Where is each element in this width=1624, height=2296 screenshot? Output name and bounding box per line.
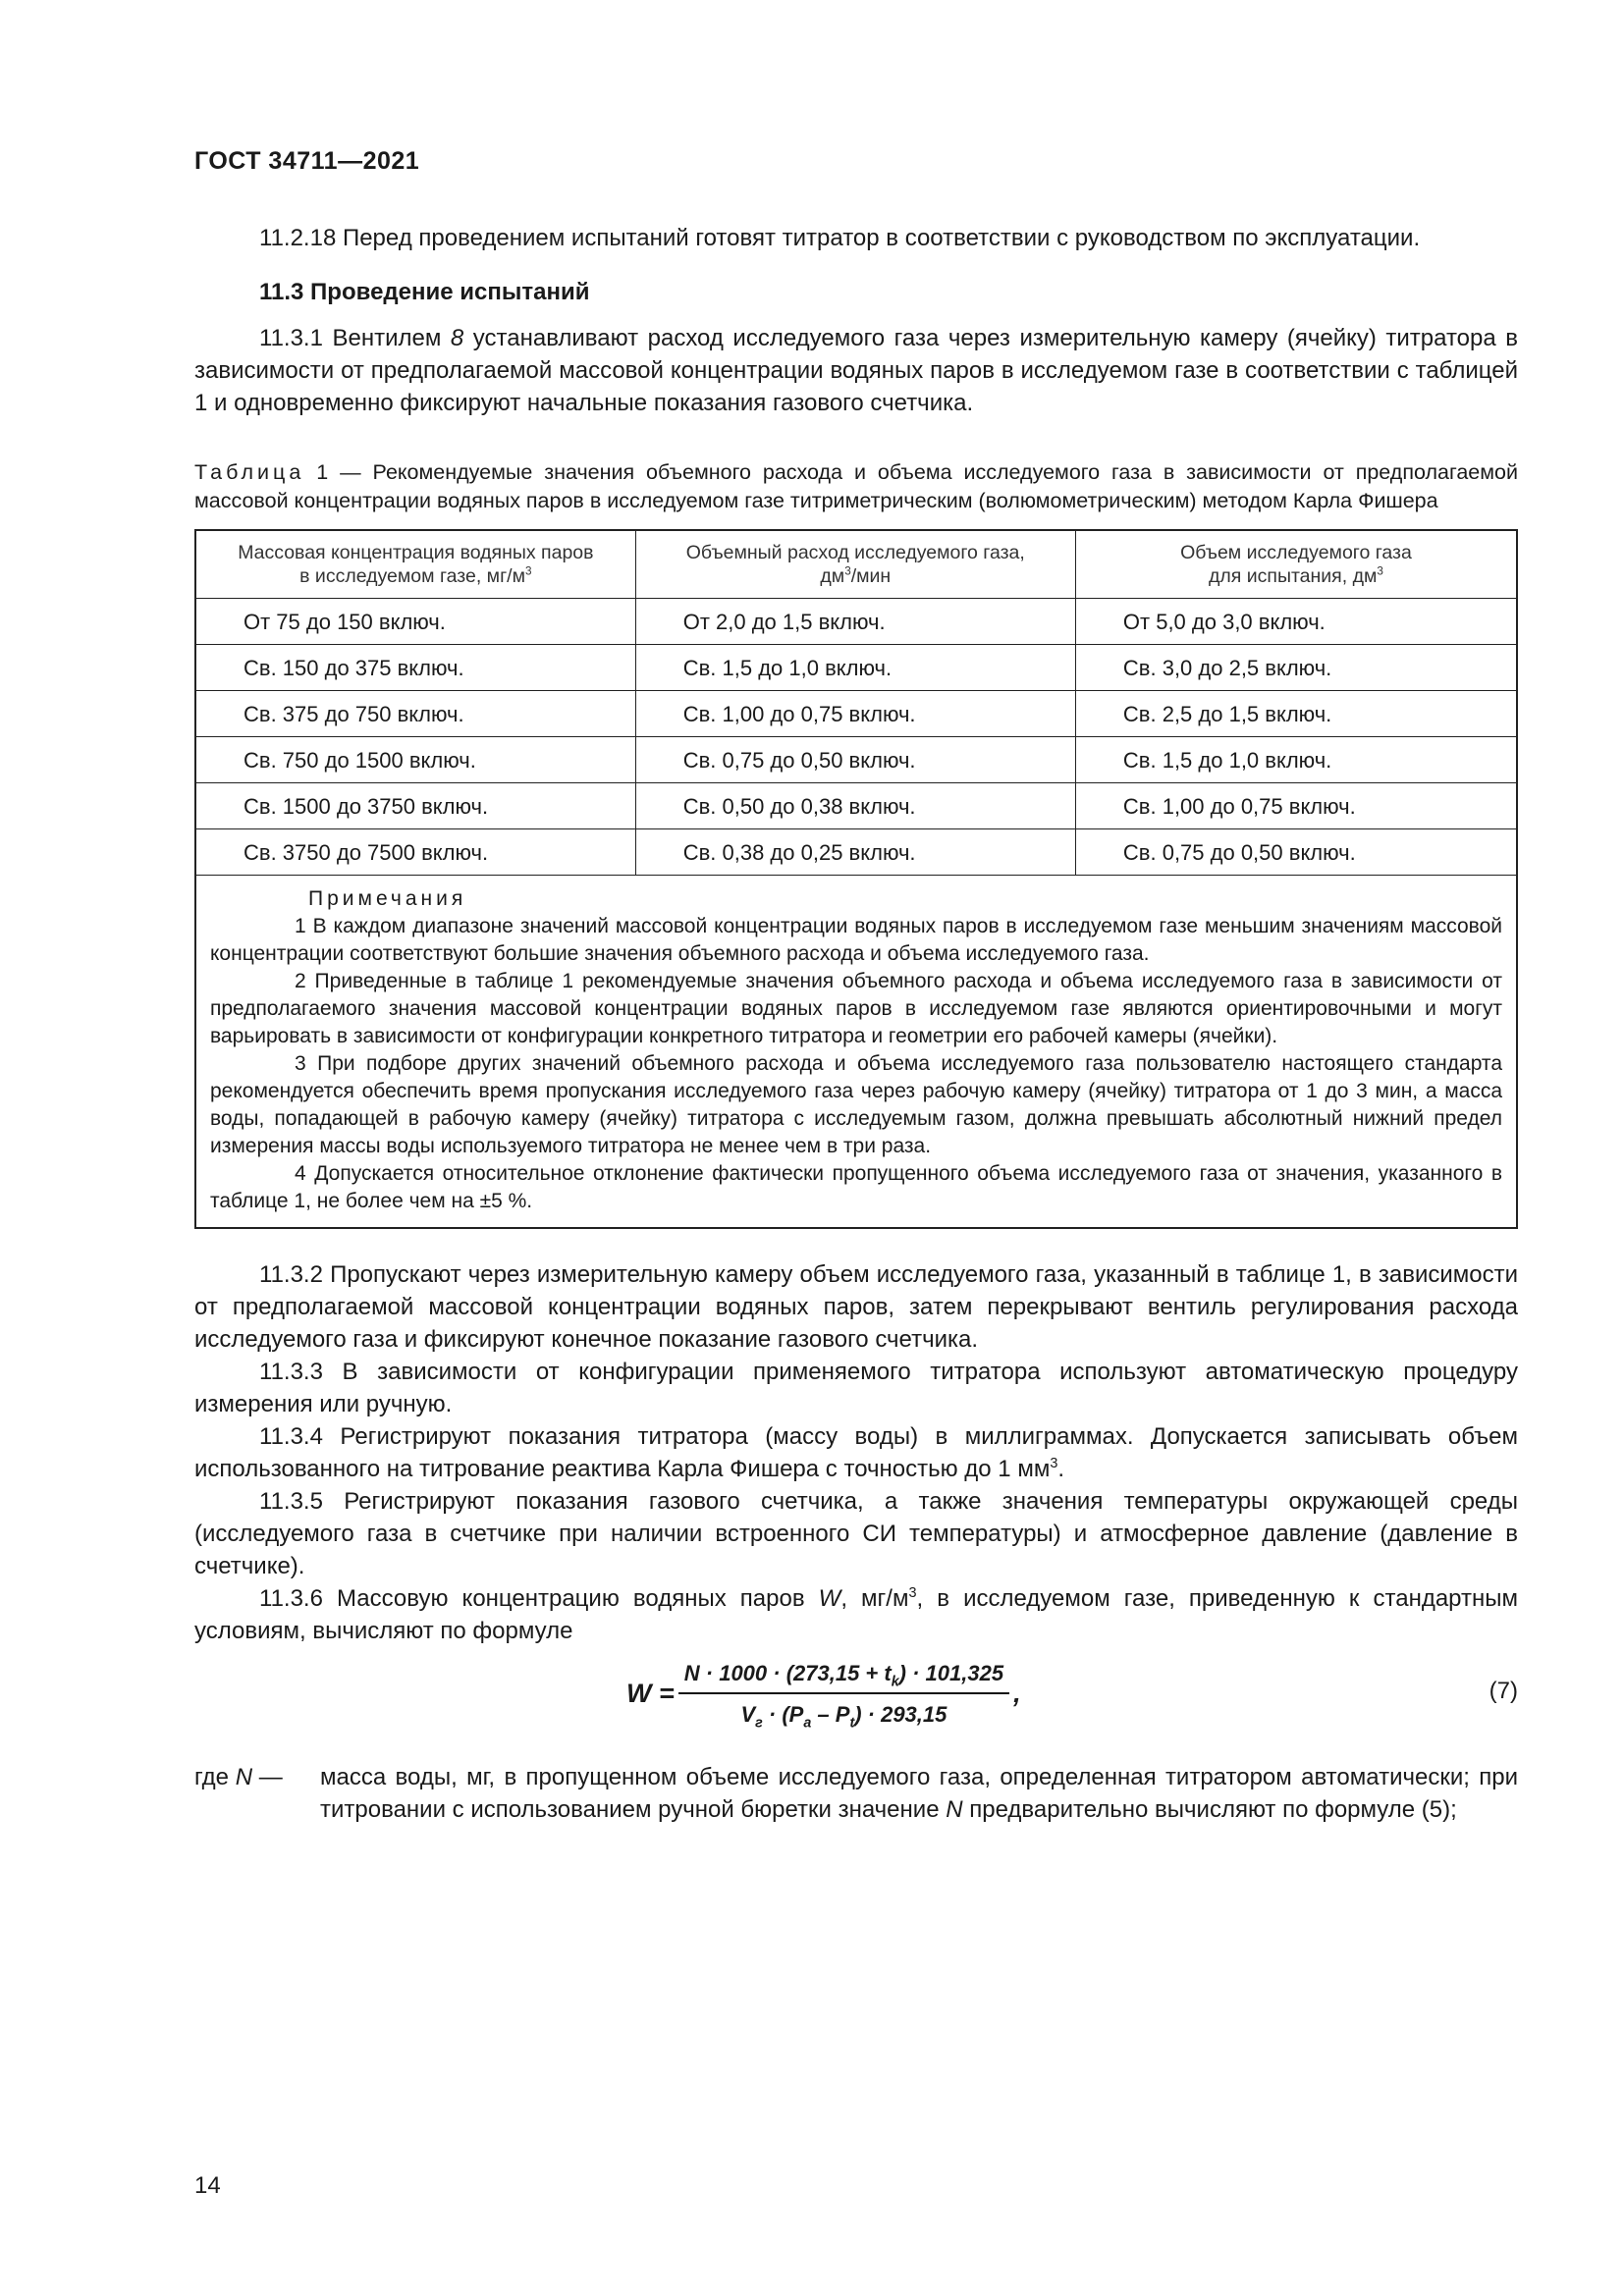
formula-7 <box>194 1657 1518 1739</box>
paragraph-11-3-4: 11.3.4 Регистрируют показания титратора (массу воды) в миллиграммах. Допускается записывать объем использованного на титрование реактива Карла Фишера с точностью до 1 $мм^3$. <box>194 1423 1518 1482</box>
table-row: Св. 375 до 750 включ. Св. 1,00 до 0,75 включ. Св. 2,5 до 1,5 включ. <box>195 691 1517 737</box>
formula-number: (7) <box>1489 1678 1518 1704</box>
paragraph-11-2-18: 11.2.18 Перед проведением испытаний готовят титратор в соответствии с руководством по эксплуатации. <box>259 225 1421 251</box>
table-notes <box>195 876 1517 1229</box>
notes-title: Примечания <box>308 887 467 910</box>
where-definition: масса воды, мг, в пропущенном объеме исследуемого газа, определенная титратором автоматически; при титровании с использованием ручной бюретки значение N предварительно вычисляют по формуле (5); <box>320 1764 1518 1823</box>
recommended-values-table <box>194 529 1518 1229</box>
header-gas-volume: Объем исследуемого газа для испытания, $дм^3$ <box>1075 530 1517 599</box>
note-item: 1 В каждом диапазоне значений массовой концентрации водяных паров в исследуемом газе меньшим значениям массовой концентрации соответствуют большие значения объемного расхода и объема исследуемого газа. <box>210 915 1502 965</box>
document-code-header: ГОСТ 34711—2021 <box>194 147 420 175</box>
paragraph-11-3-1: 11.3.1 Вентилем 8 устанавливают расход исследуемого газа через измерительную камеру (ячейку) титратора в зависимости от предполагаемой массовой концентрации водяных паров в исследуемом газе в соответствии с таблицей 1 и одновременно фиксируют начальные показания газового счетчика. <box>194 325 1519 416</box>
formula-numerator: $N \cdot 1000 \cdot (273,15 + t_k) \cdot 101,325$ <box>678 1657 1009 1694</box>
note-item: 4 Допускается относительное отклонение фактически пропущенного объема исследуемого газа от значения, указанного в таблице 1, не более чем на ±5 %. <box>210 1162 1502 1212</box>
where-clause <box>194 1761 1518 1826</box>
table-row: Св. 3750 до 7500 включ. Св. 0,38 до 0,25 включ. Св. 0,75 до 0,50 включ. <box>195 829 1517 876</box>
header-mass-concentration: Массовая концентрация водяных паров в исследуемом газе, $мг/м^3$ <box>195 530 635 599</box>
paragraph-11-3-5: 11.3.5 Регистрируют показания газового счетчика, а также значения температуры окружающей среды (исследуемого газа в счетчике при наличии встроенного СИ температуры) и атмосферное давление (давление в счетчике). <box>194 1488 1518 1579</box>
note-item: 2 Приведенные в таблице 1 рекомендуемые значения объемного расхода и объема исследуемого газа в зависимости от предполагаемого значения массовой концентрации водяных паров в исследуемом газе являются ориентировочными и могут варьировать в зависимости от конфигурации конкретного титратора и геометрии его рабочей камеры (ячейки). <box>210 970 1502 1047</box>
table-header-row <box>195 530 1517 599</box>
where-label: где N — <box>194 1764 283 1790</box>
body-text <box>194 222 1518 1826</box>
formula-lhs: W = <box>626 1679 675 1708</box>
section-heading-11-3: 11.3 Проведение испытаний <box>259 279 590 305</box>
table-row: Св. 150 до 375 включ. Св. 1,5 до 1,0 включ. Св. 3,0 до 2,5 включ. <box>195 645 1517 691</box>
table-caption: Таблица 1 — Рекомендуемые значения объемного расхода и объема исследуемого газа в зависимости от предполагаемой массовой концентрации водяных паров в исследуемом газе титриметрическим (волюмометрическим) методом Карла Фишера <box>194 460 1518 512</box>
paragraph-11-3-6: 11.3.6 Массовую концентрацию водяных паров W, $мг/м^3$, в исследуемом газе, приведенную к стандартным условиям, вычисляют по формуле <box>194 1585 1518 1644</box>
table-row: Св. 750 до 1500 включ. Св. 0,75 до 0,50 включ. Св. 1,5 до 1,0 включ. <box>195 737 1517 783</box>
formula-expression: W = $\frac{N \cdot 1000 \cdot (273,15 + t_k) \cdot 101,325}{V_г \cdot (P_a - P_t) \cdot 293,15}$ , <box>626 1657 1021 1731</box>
header-volume-flow: Объемный расход исследуемого газа, $дм^3$/мин <box>635 530 1075 599</box>
note-item: 3 При подборе других значений объемного расхода и объема исследуемого газа пользователю настоящего стандарта рекомендуется обеспечить время пропускания исследуемого газа через рабочую камеру (ячейку) титратора от 1 до 3 мин, а масса воды, попадающей в рабочую камеру (ячейку) титратора с исследуемым газом, должна превышать абсолютный нижний предел измерения массы воды используемого титратора не менее чем в три раза. <box>210 1052 1502 1157</box>
valve-reference: 8 <box>450 325 464 351</box>
formula-denominator: $V_г \cdot (P_a - P_t) \cdot 293,15$ <box>740 1702 947 1732</box>
table-row: От 75 до 150 включ. От 2,0 до 1,5 включ. От 5,0 до 3,0 включ. <box>195 599 1517 645</box>
table-row: Св. 1500 до 3750 включ. Св. 0,50 до 0,38 включ. Св. 1,00 до 0,75 включ. <box>195 783 1517 829</box>
formula-fraction <box>678 1657 1009 1731</box>
table-notes-row <box>195 876 1517 1229</box>
paragraph-11-3-2: 11.3.2 Пропускают через измерительную камеру объем исследуемого газа, указанный в таблице 1, в зависимости от предполагаемой массовой концентрации водяных паров, затем перекрывают вентиль регулирования расхода исследуемого газа и фиксируют конечное показание газового счетчика. <box>194 1261 1518 1353</box>
page-number: 14 <box>194 2172 221 2199</box>
paragraph-11-3-3: 11.3.3 В зависимости от конфигурации применяемого титратора используют автоматическую процедуру измерения или ручную. <box>194 1359 1518 1417</box>
